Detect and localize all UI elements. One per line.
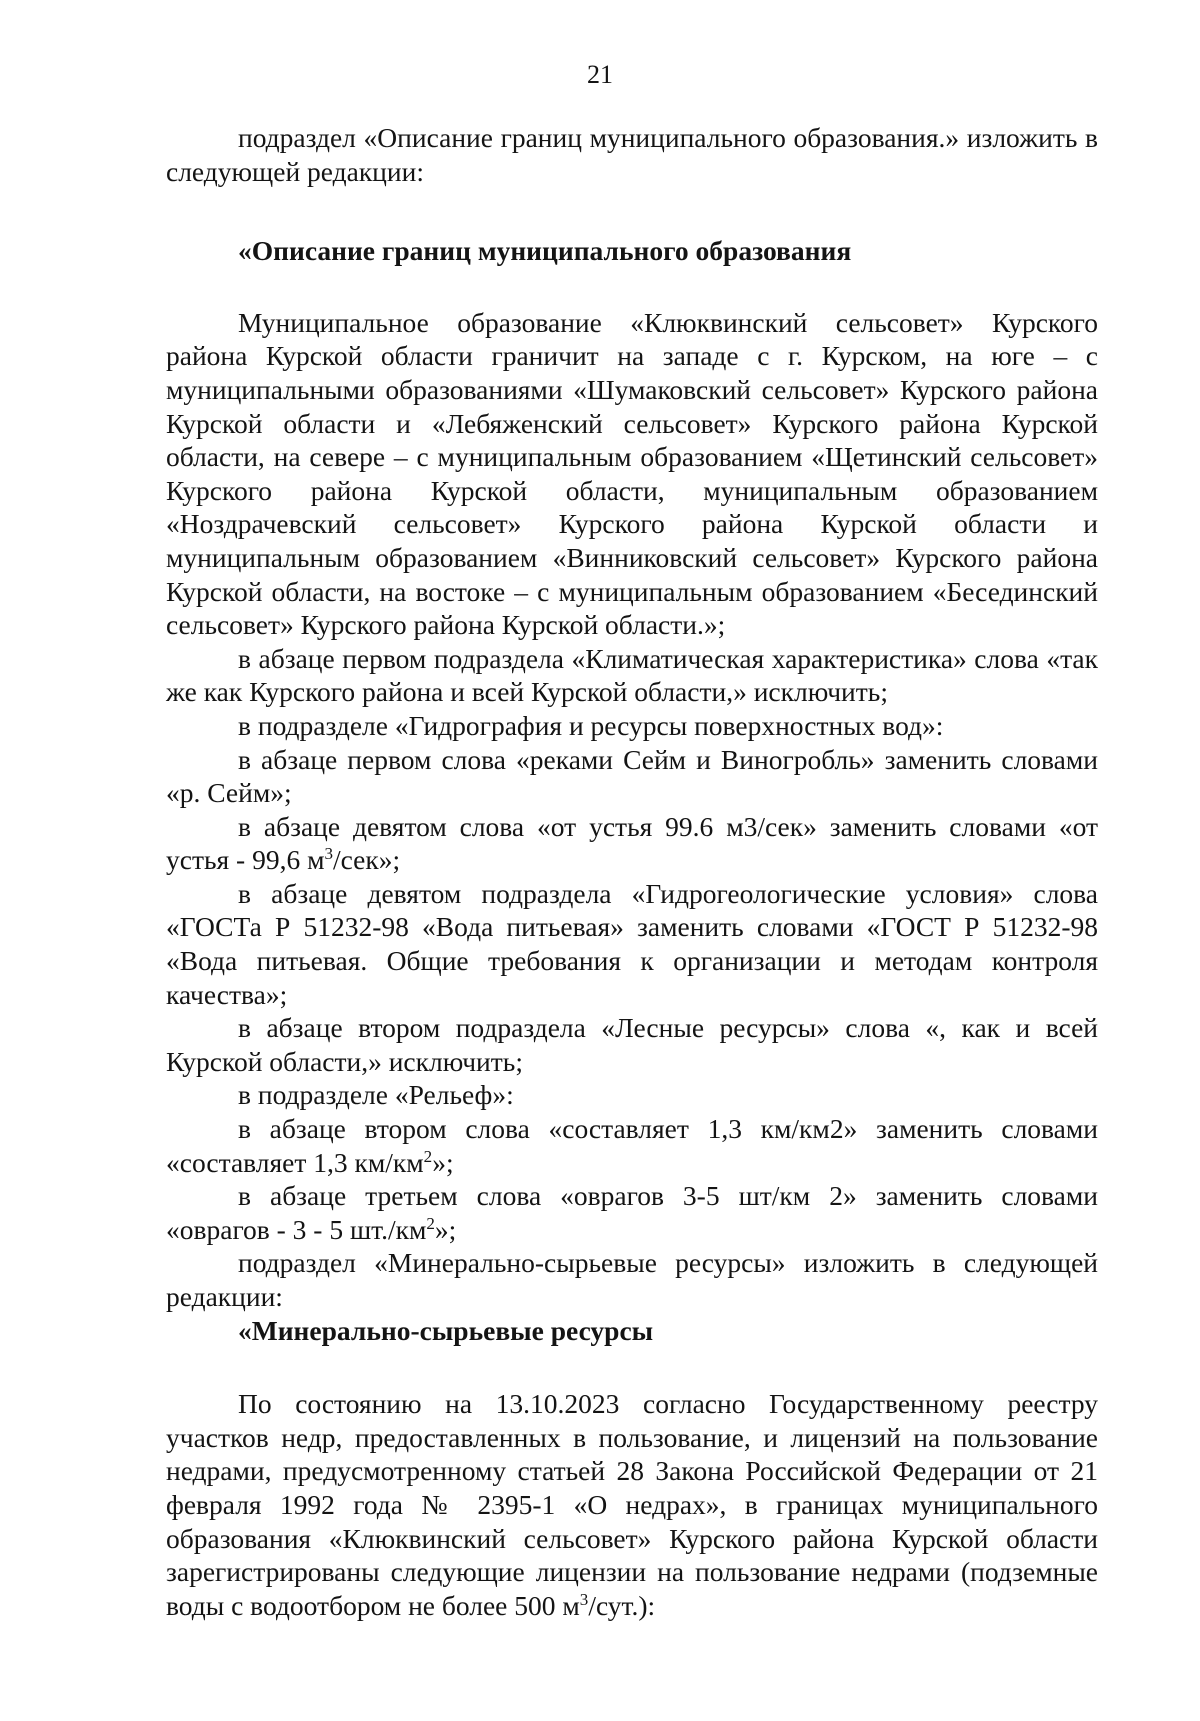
- text-fragment: /сек»;: [333, 844, 401, 876]
- text-fragment: »;: [434, 1213, 457, 1245]
- text-fragment: в абзаце третьем слова «оврагов 3-5 шт/км 2» заменить словами «оврагов - 3 - 5 шт./км: [166, 1180, 1098, 1245]
- paragraph-mineral-subsection-intro: подраздел «Минерально-сырьевые ресурсы» изложить в следующей редакции:: [166, 1247, 1098, 1312]
- paragraph-subsection-borders-intro: подраздел «Описание границ муниципального образования.» изложить в следующей редакции:: [166, 122, 1098, 187]
- superscript: 3: [324, 844, 333, 864]
- paragraph-mineral-resources: [166, 1387, 1098, 1622]
- page-number: 21: [587, 60, 613, 89]
- document-body: [166, 121, 1098, 1622]
- text-fragment: в абзаце девятом слова «от устья 99.6 м3/сек» заменить словами «от устья - 99,6 м: [166, 810, 1098, 876]
- paragraph-hydrogeology-amendment: в абзаце девятом подраздела «Гидрогеологические условия» слова «ГОСТа Р 51232-98 «Вода питьевая» заменить словами «ГОСТ Р 51232-98 «Вода питьевая. Общие требования к организации и методам контроля качества»;: [166, 877, 1098, 1010]
- paragraph-hydrography-first: в абзаце первом слова «реками Сейм и Виногробль» заменить словами «р. Сейм»;: [166, 743, 1098, 809]
- text-fragment: /сут.):: [588, 1589, 656, 1621]
- text-fragment: в абзаце втором слова «составляет 1,3 км/км2» заменить словами «составляет 1,3 км/км: [166, 1113, 1098, 1178]
- text-fragment: По состоянию на 13.10.2023 согласно Государственному реестру участков недр, предоставленных в пользование, и лицензий на пользование недрами, предусмотренному статьей 28 Закона Российской Федерации от 21 февраля 1992 года № 2395-1 «О недрах», в границах муниципального образования «Клюквинский сельсовет» Курского района Курской области зарегистрированы следующие лицензии на пользование недрами (подземные воды с водоотбором не более 500 м: [166, 1388, 1098, 1621]
- paragraph-forest-amendment: в абзаце втором подраздела «Лесные ресурсы» слова «, как и всей Курской области,» исключить;: [166, 1012, 1098, 1077]
- paragraph-relief-subsection: в подразделе «Рельеф»:: [238, 1079, 514, 1111]
- superscript: 2: [423, 1146, 433, 1166]
- superscript: 3: [579, 1589, 589, 1609]
- paragraph-relief-second: [166, 1112, 1098, 1179]
- paragraph-hydrography-ninth: [166, 810, 1098, 877]
- paragraph-borders-description: Муниципальное образование «Клюквинский сельсовет» Курского района Курской области граничит на западе с г. Курском, на юге – с муниципальными образованиями «Шумаковский сельсовет» Курского района Курской области и «Лебяженский сельсовет» Курского района Курской области, на севере – с муниципальным образованием «Щетинский сельсовет» Курского района Курской области, муниципальным образованием «Ноздрачевский сельсовет» Курского района Курской области и муниципальным образованием «Винниковский сельсовет» Курского района Курской области, на востоке – с муниципальным образованием «Бесединский сельсовет» Курского района Курской области.»;: [166, 306, 1098, 641]
- paragraph-relief-third: [166, 1179, 1098, 1246]
- paragraph-climate-amendment: в абзаце первом подраздела «Климатическая характеристика» слова «так же как Курского района и всей Курской области,» исключить;: [166, 642, 1098, 708]
- superscript: 2: [426, 1213, 435, 1233]
- paragraph-hydrography-subsection: в подразделе «Гидрография и ресурсы поверхностных вод»:: [238, 709, 944, 741]
- heading-borders-description: «Описание границ муниципального образования: [238, 235, 852, 267]
- heading-mineral-resources: «Минерально-сырьевые ресурсы: [238, 1314, 654, 1346]
- text-fragment: »;: [432, 1146, 454, 1178]
